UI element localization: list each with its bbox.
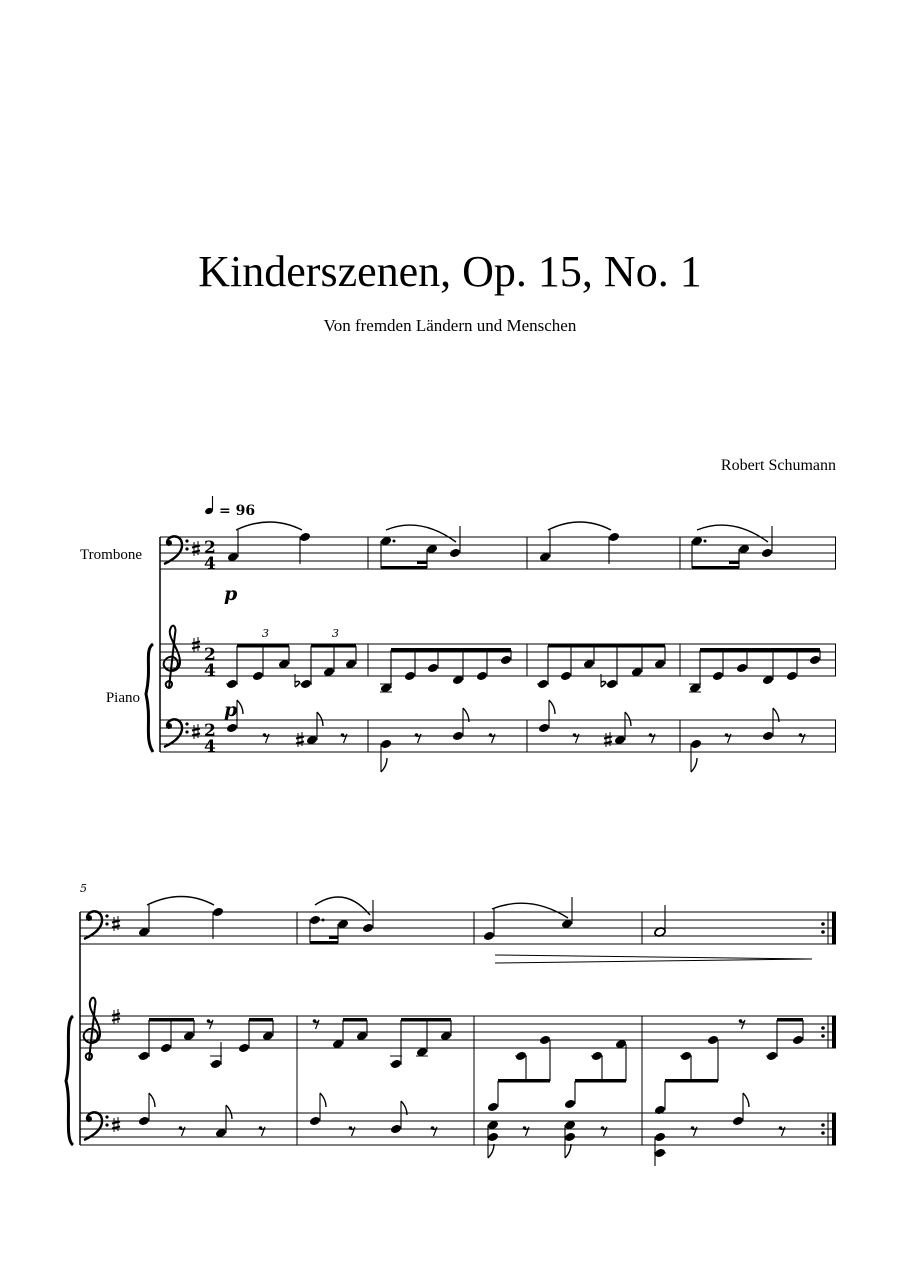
time-sig-bottom: 4 [204,554,216,574]
piano-bass-staff [160,700,836,772]
piano-treble-staff-2 [80,998,836,1116]
system-2 [66,882,836,1166]
measure-number: 5 [80,882,87,895]
piano-treble-staff [160,626,836,721]
piece-title: Kinderszenen, Op. 15, No. 1 [198,247,702,296]
svg-text:4: 4 [204,661,216,681]
trombone-staff [160,522,836,605]
svg-text:3: 3 [262,627,269,640]
dynamic-piano-piano: p [224,699,238,721]
svg-text:3: 3 [332,627,339,640]
piece-subtitle: Von fremden Ländern und Menschen [323,316,577,335]
svg-text:2: 2 [204,721,216,741]
svg-text:4: 4 [204,737,216,757]
dynamic-piano-trombone: p [224,583,238,605]
trombone-label: Trombone [80,547,142,563]
svg-text:2: 2 [204,645,216,665]
piano-bass-staff-2 [80,1016,836,1166]
composer-name: Robert Schumann [720,457,836,474]
piano-brace [146,644,153,752]
treble-clef [164,626,180,688]
bass-clef [164,536,189,564]
time-sig-top: 2 [204,538,216,558]
trombone-staff-2 [80,897,836,964]
svg-text:= 96: = 96 [219,503,256,519]
piano-label: Piano [105,690,140,706]
tempo-marking [204,496,255,519]
system-1 [80,496,836,772]
key-sharp [192,541,200,556]
